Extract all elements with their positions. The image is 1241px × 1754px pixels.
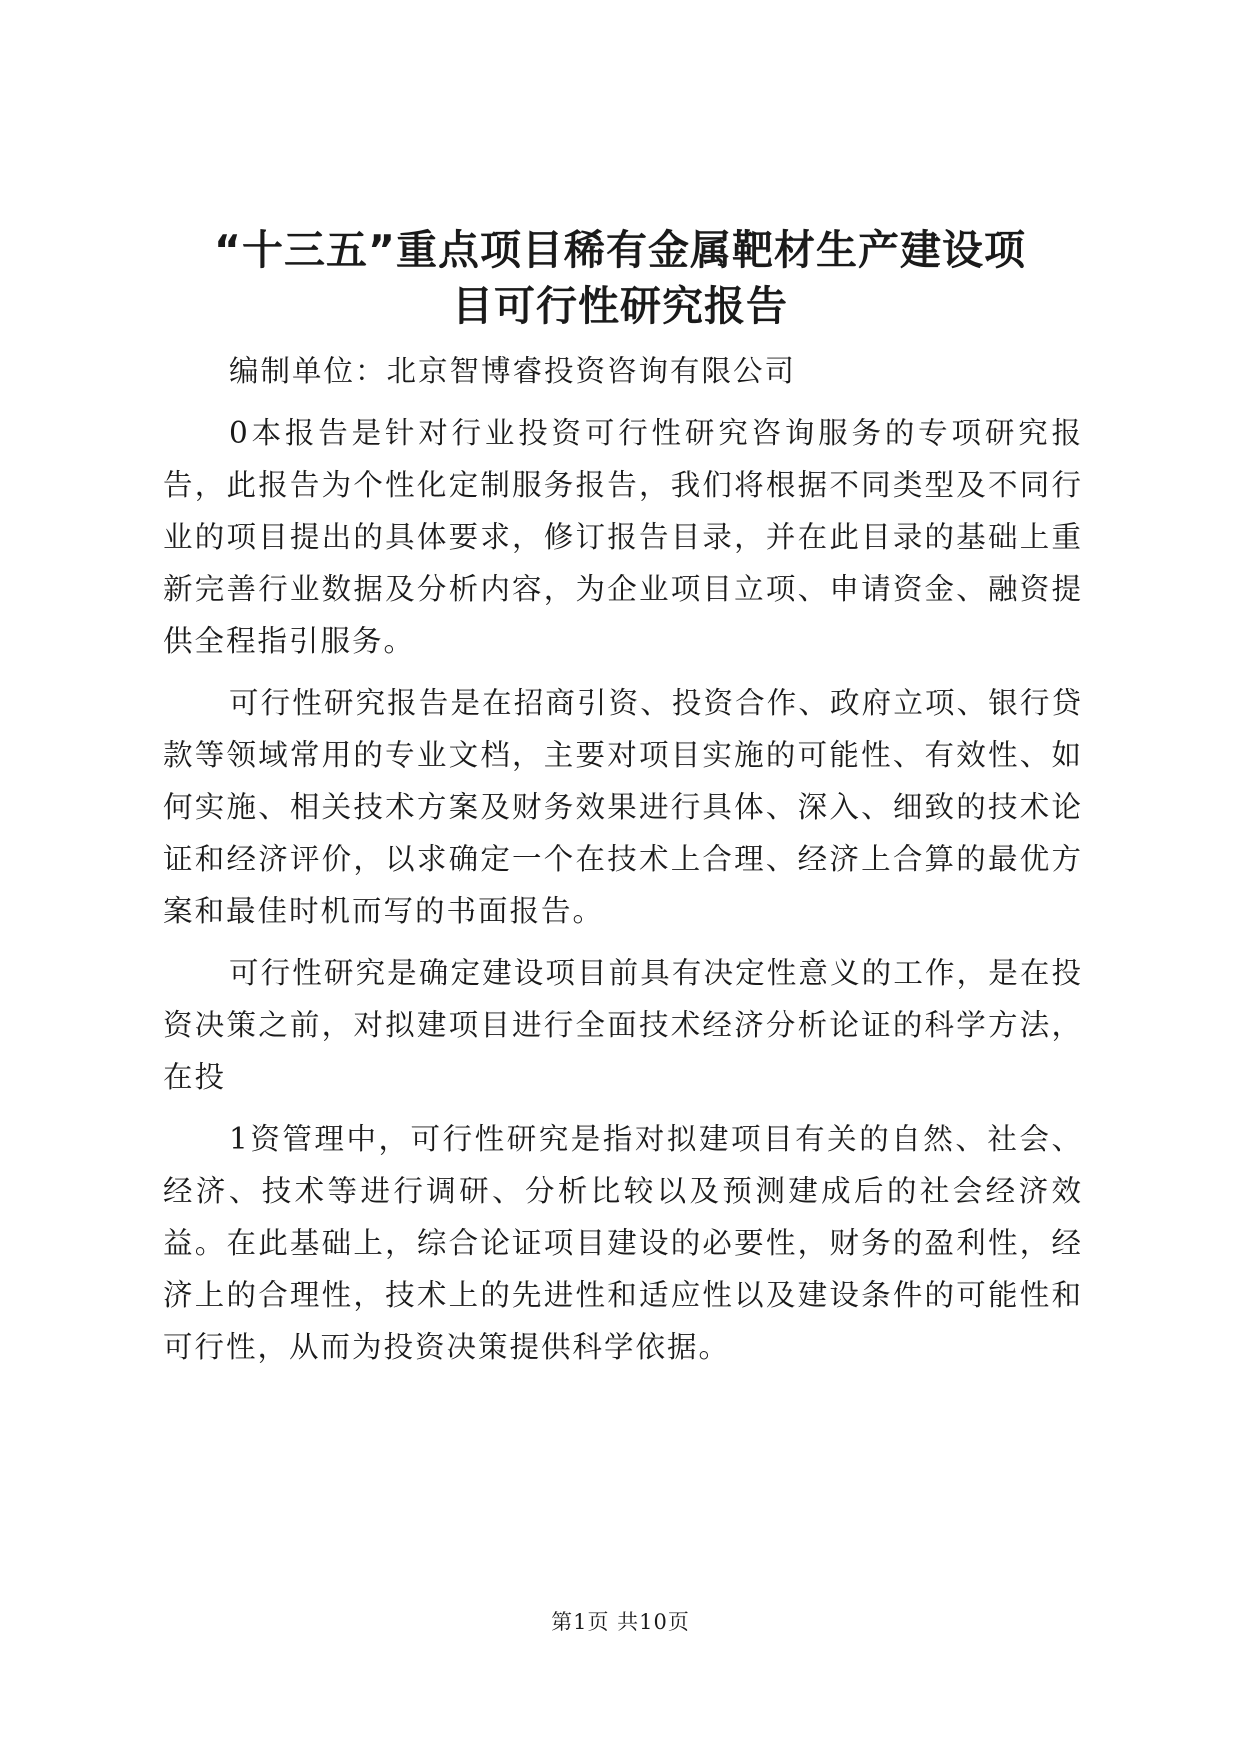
document-body <box>163 355 1083 1373</box>
page-footer: 第1页 共10页 <box>551 1610 690 1634</box>
paragraph-study-significance: 可行性研究是确定建设项目前具有决定性意义的工作，是在投资决策之前，对拟建项目进行全面技术经济分析论证的科学方法，在投 <box>163 956 1083 1094</box>
title-line-2: 目可行性研究报告 <box>452 282 788 330</box>
paragraph-report-definition: 可行性研究报告是在招商引资、投资合作、政府立项、银行贷款等领域常用的专业文档，主要对项目实施的可能性、有效性、如何实施、相关技术方案及财务效果进行具体、深入、细致的技术论证和经济评价，以求确定一个在技术上合理、经济上合算的最优方案和最佳时机而写的书面报告。 <box>163 686 1083 928</box>
paragraph-intro: 0本报告是针对行业投资可行性研究咨询服务的专项研究报告，此报告为个性化定制服务报告，我们将根据不同类型及不同行业的项目提出的具体要求，修订报告目录，并在此目录的基础上重新完善行业数据及分析内容，为企业项目立项、申请资金、融资提供全程指引服务。 <box>163 416 1083 658</box>
title-line-1: “十三五”重点项目稀有金属靶材生产建设项 <box>214 226 1026 274</box>
paragraph-investment-management: 1资管理中，可行性研究是指对拟建项目有关的自然、社会、经济、技术等进行调研、分析比较以及预测建成后的社会经济效益。在此基础上，综合论证项目建设的必要性，财务的盈利性，经济上的合理性，技术上的先进性和适应性以及建设条件的可能性和可行性，从而为投资决策提供科学依据。 <box>163 1122 1083 1364</box>
document-title <box>150 222 1090 334</box>
compiler-line: 编制单位：北京智博睿投资咨询有限公司 <box>229 354 797 388</box>
